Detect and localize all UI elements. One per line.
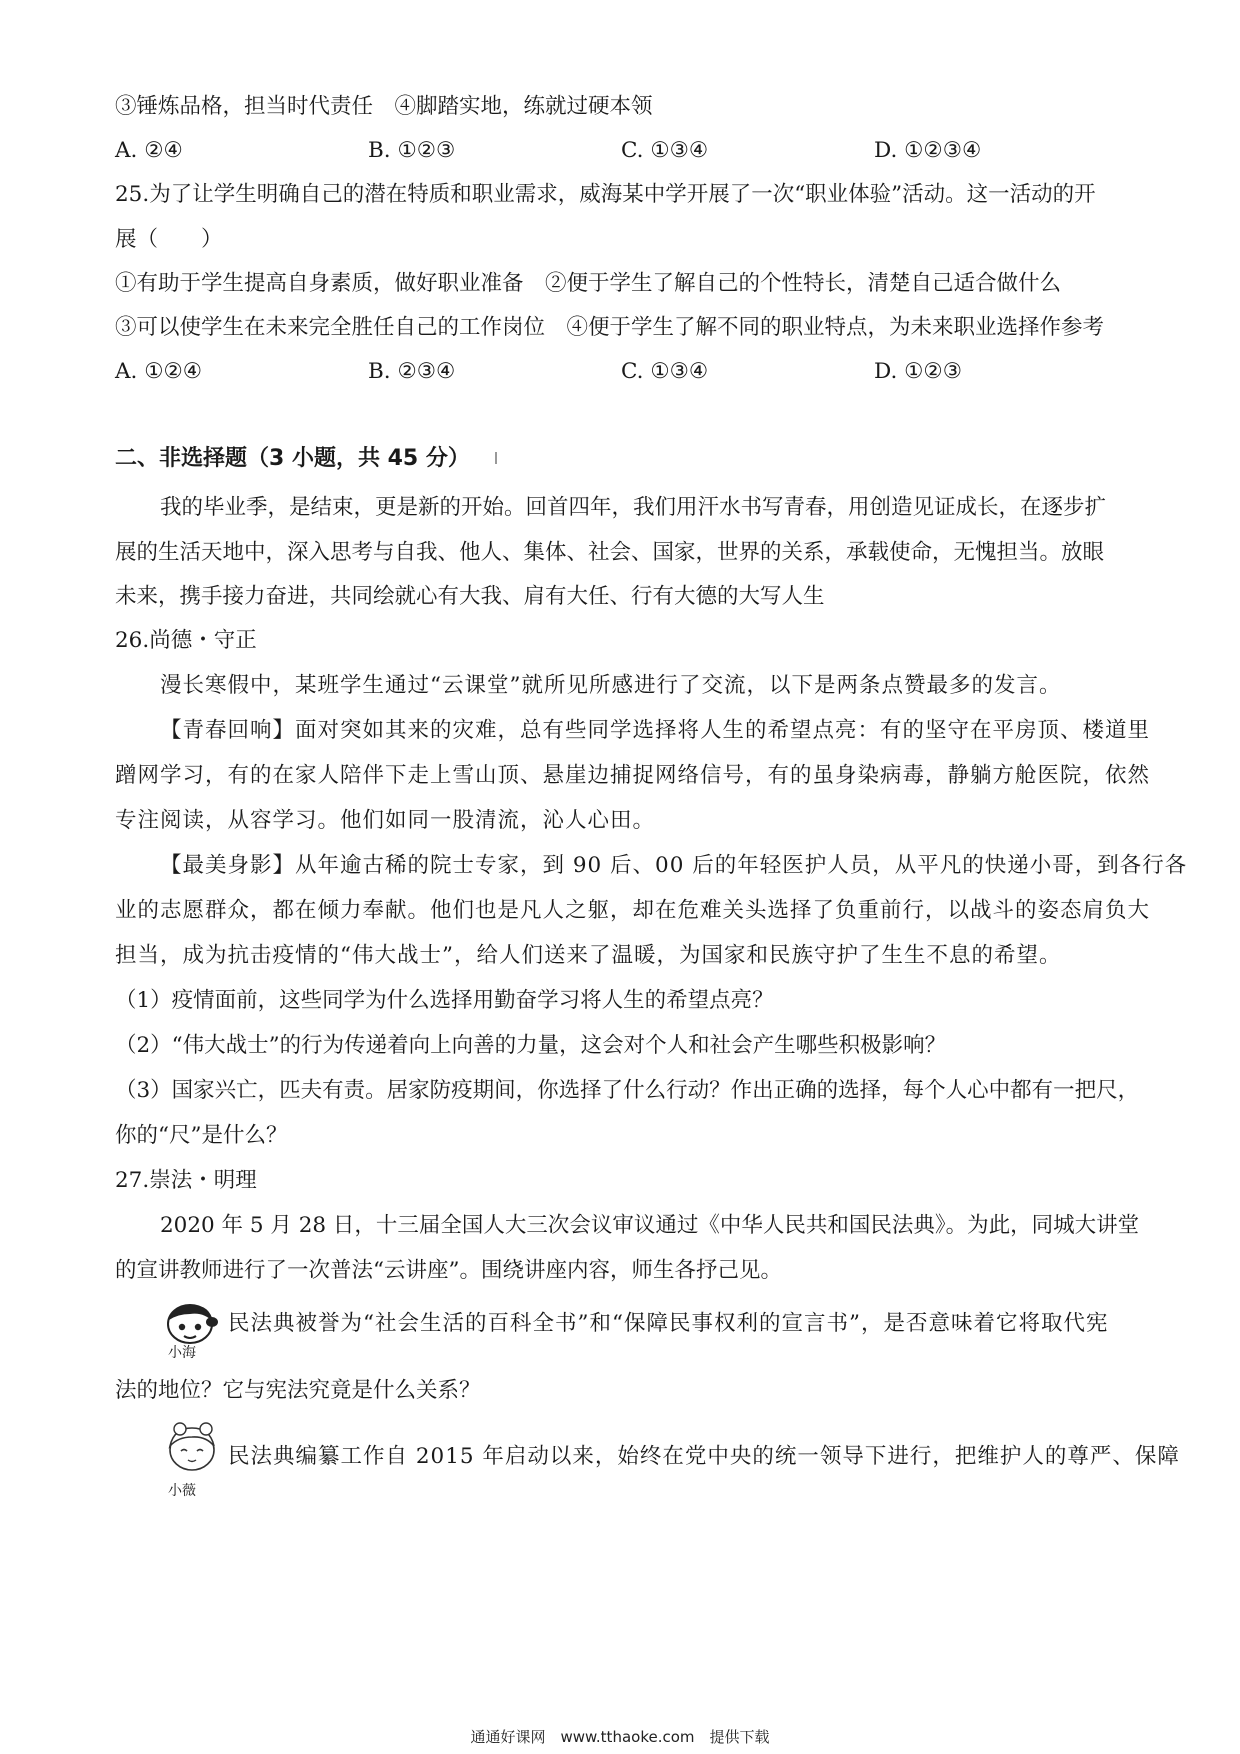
q27-paragraph-line-1: 2020 年 5 月 28 日，十三届全国人大三次会议审议通过《中华人民共和国民法典》。为此，同城大讲堂 — [160, 1213, 1140, 1238]
xiaowei-speech-line-1: 民法典编纂工作自 2015 年启动以来，始终在党中央的统一领导下进行，把维护人的尊严、保障 — [228, 1444, 1180, 1469]
q26-figure-line-1: 【最美身影】从年逾古稀的院士专家，到 90 后、00 后的年轻医护人员，从平凡的快递小哥，到各行各 — [160, 853, 1188, 878]
q26-subquestion-3-line-2: 你的“尺”是什么？ — [115, 1123, 288, 1148]
q26-echo-line-2: 蹭网学习，有的在家人陪伴下走上雪山顶、悬崖边捕捉网络信号，有的虽身染病毒，静躺方舱医院，依然 — [115, 763, 1151, 788]
q25-option-d: D. ①②③ — [874, 359, 962, 384]
xiaowei-label: 小薇 — [168, 1483, 196, 1499]
q25-option-a: A. ①②④ — [115, 359, 203, 384]
scan-mark — [495, 452, 497, 464]
q24-items-line: ③锤炼品格，担当时代责任 ④脚踏实地，练就过硬本领 — [115, 94, 653, 119]
q25-stem-line-2: 展（ ） — [115, 227, 223, 252]
xiaowei-avatar — [160, 1420, 226, 1500]
section2-heading: 二、非选择题（3 小题，共 45 分） — [115, 446, 470, 471]
q25-items-line-1: ①有助于学生提高自身素质，做好职业准备 ②便于学生了解自己的个性特长，清楚自己适合做什么 — [115, 271, 1062, 296]
xiaohai-speech-line-2: 法的地位？它与宪法究竟是什么关系？ — [115, 1378, 481, 1403]
q26-subquestion-3-line-1: （3）国家兴亡，匹夫有责。居家防疫期间，你选择了什么行动？作出正确的选择，每个人心中都有一把尺， — [115, 1078, 1140, 1103]
q26-subquestion-1: （1）疫情面前，这些同学为什么选择用勤奋学习将人生的希望点亮？ — [115, 988, 774, 1013]
q24-option-d: D. ①②③④ — [874, 138, 982, 163]
q25-stem-line-1: 25.为了让学生明确自己的潜在特质和职业需求，威海某中学开展了一次“职业体验”活动。这一活动的开 — [115, 182, 1096, 207]
q26-title: 26.尚德・守正 — [115, 628, 257, 653]
q27-paragraph-line-2: 的宣讲教师进行了一次普法“云讲座”。围绕讲座内容，师生各抒己见。 — [115, 1258, 782, 1283]
xiaohai-speech-line-1: 民法典被誉为“社会生活的百科全书”和“保障民事权利的宣言书”，是否意味着它将取代宪 — [228, 1311, 1109, 1336]
q26-subquestion-2: （2）“伟大战士”的行为传递着向上向善的力量，这会对个人和社会产生哪些积极影响？ — [115, 1033, 947, 1058]
girl-cartoon-icon — [160, 1420, 226, 1482]
intro-line-1: 我的毕业季，是结束，更是新的开始。回首四年，我们用汗水书写青春，用创造见证成长，在逐步扩 — [160, 495, 1107, 520]
q25-option-c: C. ①③④ — [621, 359, 709, 384]
intro-line-3: 未来，携手接力奋进，共同绘就心有大我、肩有大任、行有大德的大写人生 — [115, 584, 825, 609]
q24-option-a: A. ②④ — [115, 138, 183, 163]
intro-line-2: 展的生活天地中，深入思考与自我、他人、集体、社会、国家，世界的关系，承载使命，无愧担当。放眼 — [115, 540, 1105, 565]
q26-paragraph-1: 漫长寒假中，某班学生通过“云课堂”就所见所感进行了交流，以下是两条点赞最多的发言。 — [160, 673, 1062, 698]
xiaohai-label: 小海 — [168, 1345, 196, 1361]
xiaohai-avatar — [160, 1300, 226, 1370]
q26-echo-line-1: 【青春回响】面对突如其来的灾难，总有些同学选择将人生的希望点亮：有的坚守在平房顶、楼道里 — [160, 718, 1151, 743]
q26-figure-line-2: 业的志愿群众，都在倾力奉献。他们也是凡人之躯，却在危难关头选择了负重前行，以战斗的姿态肩负大 — [115, 898, 1151, 923]
page-footer: 通通好课网 www.tthaoke.com 提供下载 — [470, 1728, 770, 1746]
q24-option-b: B. ①②③ — [368, 138, 456, 163]
q27-title: 27.崇法・明理 — [115, 1168, 257, 1193]
q26-echo-line-3: 专注阅读，从容学习。他们如同一股清流，沁人心田。 — [115, 808, 656, 833]
q25-option-b: B. ②③④ — [368, 359, 456, 384]
q24-option-c: C. ①③④ — [621, 138, 709, 163]
q25-options — [115, 357, 1130, 387]
q24-options — [115, 136, 1130, 166]
q26-figure-line-3: 担当，成为抗击疫情的“伟大战士”，给人们送来了温暖，为国家和民族守护了生生不息的希望。 — [115, 943, 1062, 968]
q25-items-line-2: ③可以使学生在未来完全胜任自己的工作岗位 ④便于学生了解不同的职业特点，为未来职业选择作参考 — [115, 315, 1105, 340]
